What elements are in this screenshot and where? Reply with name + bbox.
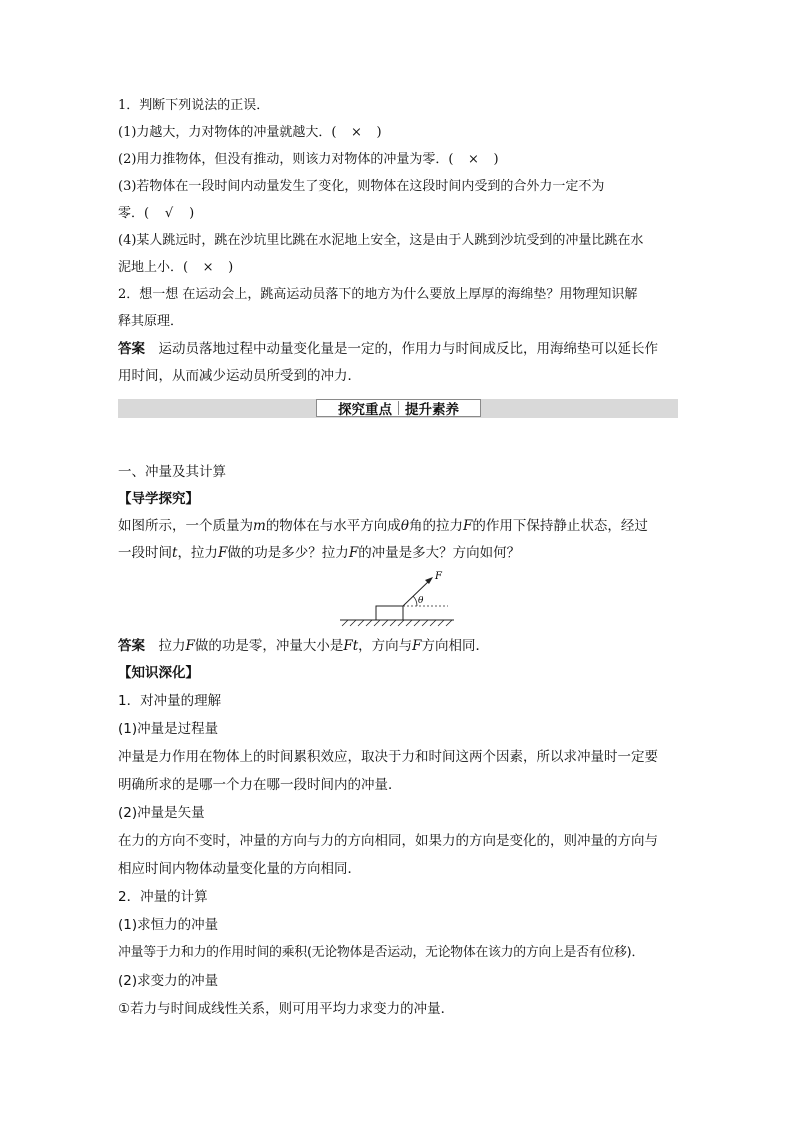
point-text: 2．冲量的计算 xyxy=(118,889,208,905)
q1-title xyxy=(118,97,683,115)
answer-text: 运动员落地过程中动量变化量是一定的，作用力与时间成反比，用海绵垫可以延长作 xyxy=(158,341,658,357)
point-2-2 xyxy=(118,972,683,990)
item-text: (3)若物体在一段时间内动量发生了变化，则物体在这段时间内受到的合外力一定不为 xyxy=(118,179,605,194)
point-text: (1)冲量是过程量 xyxy=(118,721,219,737)
var-t: t xyxy=(172,545,178,561)
q2-text: 释其原理． xyxy=(118,314,184,329)
text-run: 拉力 xyxy=(158,638,186,654)
point-1-1-text-1 xyxy=(118,748,683,766)
point-1 xyxy=(118,692,683,710)
q2-text: 2．想一想 在运动会上，跳高运动员落下的地方为什么要放上厚厚的海绵垫？用物理知识解 xyxy=(118,287,638,302)
banner-right-text: 提升素养 xyxy=(405,402,459,418)
item-text: (4)某人跳远时，跳在沙坑里比跳在水泥地上安全，这是由于人跳到沙坑受到的冲量比跳在水 xyxy=(118,233,644,248)
body-text: ①若力与时间成线性关系，则可用平均力求变力的冲量． xyxy=(118,1001,455,1017)
q2-answer-line-1 xyxy=(118,340,683,358)
text-run: 做的功是多少？拉力 xyxy=(227,545,349,561)
q1-item-1 xyxy=(118,124,683,142)
body-text: 相应时间内物体动量变化量的方向相同． xyxy=(118,861,361,877)
point-1-1 xyxy=(118,720,683,738)
guide-paragraph-1 xyxy=(118,517,683,535)
point-2 xyxy=(118,888,683,906)
point-text: (2)求变力的冲量 xyxy=(118,973,219,989)
answer-label: 答案 xyxy=(118,638,145,654)
answer-label: 答案 xyxy=(118,341,145,357)
text-run: 做的功是零，冲量大小是 xyxy=(194,638,344,654)
point-1-2-text-1 xyxy=(118,832,683,850)
var-Ft: Ft xyxy=(343,638,359,654)
q1-title-text: 1．判断下列说法的正误． xyxy=(118,98,270,113)
item-text-cont: 泥地上小．( xyxy=(118,260,202,275)
section2-heading xyxy=(118,463,683,481)
text-run: 如图所示，一个质量为 xyxy=(118,518,253,534)
item-close: ) xyxy=(176,206,195,221)
text-run: ，方向与 xyxy=(358,638,413,654)
q2-line-1 xyxy=(118,286,683,304)
heading-text: 一、冲量及其计算 xyxy=(118,464,226,480)
item-text-cont: 零．( xyxy=(118,206,163,221)
text-run: 的作用下保持静止状态，经过 xyxy=(472,518,648,534)
q1-item-4-cont xyxy=(118,259,683,277)
guide-paragraph-2 xyxy=(118,544,683,562)
point-text: (2)冲量是矢量 xyxy=(118,805,205,821)
item-text: (2)用力推物体，但没有推动，则该力对物体的冲量为零．( xyxy=(118,152,467,167)
ground-hatching xyxy=(342,620,452,626)
force-diagram xyxy=(338,566,458,628)
answer-text: 用时间，从而减少运动员所受到的冲力． xyxy=(118,368,361,384)
deepen-label xyxy=(118,664,683,682)
point-2-2-text xyxy=(118,1000,683,1018)
var-F: F xyxy=(185,638,195,654)
point-1-2 xyxy=(118,804,683,822)
point-text: (1)求恒力的冲量 xyxy=(118,917,219,933)
angle-arc xyxy=(413,596,417,606)
judgement-mark: × xyxy=(202,260,214,275)
guide-label xyxy=(118,490,683,508)
point-text: 1．对冲量的理解 xyxy=(118,693,222,709)
banner-left-text: 探究重点 xyxy=(338,402,392,418)
guide-answer xyxy=(118,637,683,655)
var-F: F xyxy=(348,545,359,561)
q2-answer-line-2 xyxy=(118,367,683,385)
var-F: F xyxy=(412,638,422,654)
item-close: ) xyxy=(480,152,499,167)
text-run: 的物体在与水平方向成 xyxy=(265,518,401,534)
point-1-1-text-2 xyxy=(118,776,683,794)
arrow-head xyxy=(425,577,433,584)
q1-item-2 xyxy=(118,151,683,169)
judgement-mark: × xyxy=(351,125,362,140)
deepen-label-text: 【知识深化】 xyxy=(118,665,199,681)
point-2-1 xyxy=(118,916,683,934)
text-run: 角的拉力 xyxy=(408,518,463,534)
text-run: ，拉力 xyxy=(177,545,218,561)
var-F: F xyxy=(217,545,228,561)
body-text: 在力的方向不变时，冲量的方向与力的方向相同，如果力的方向是变化的，则冲量的方向与 xyxy=(118,833,658,849)
item-text: (1)力越大，力对物体的冲量就越大．( xyxy=(118,125,350,140)
text-run: 一段时间 xyxy=(118,545,172,561)
judgement-mark: × xyxy=(468,152,479,167)
var-F: F xyxy=(462,518,473,534)
body-text: 冲量是力作用在物体上的时间累积效应，取决于力和时间这两个因素，所以求冲量时一定要 xyxy=(118,749,658,765)
body-text: 明确所求的是哪一个力在哪一段时间内的冲量． xyxy=(118,777,402,793)
body-text: 冲量等于力和力的作用时间的乘积(无论物体是否运动，无论物体在该力的方向上是否有位移)． xyxy=(118,945,645,960)
point-2-1-text xyxy=(118,944,683,962)
point-1-2-text-2 xyxy=(118,860,683,878)
item-close: ) xyxy=(215,260,234,275)
banner-separator xyxy=(398,401,399,415)
q2-line-2 xyxy=(118,313,683,331)
q1-item-4 xyxy=(118,232,683,250)
text-run: 的冲量是多大？方向如何？ xyxy=(358,545,521,561)
text-run: 方向相同． xyxy=(421,638,490,654)
guide-label-text: 【导学探究】 xyxy=(118,491,199,507)
label-F: F xyxy=(435,571,442,582)
q1-item-3 xyxy=(118,178,683,196)
item-close: ) xyxy=(363,125,382,140)
section-banner xyxy=(118,399,678,418)
var-theta: θ xyxy=(400,518,409,534)
label-theta: θ xyxy=(418,596,424,606)
judgement-mark: √ xyxy=(164,206,174,221)
block xyxy=(376,606,403,620)
banner-box xyxy=(316,399,481,417)
var-m: m xyxy=(253,518,266,534)
q1-item-3-cont xyxy=(118,205,683,223)
